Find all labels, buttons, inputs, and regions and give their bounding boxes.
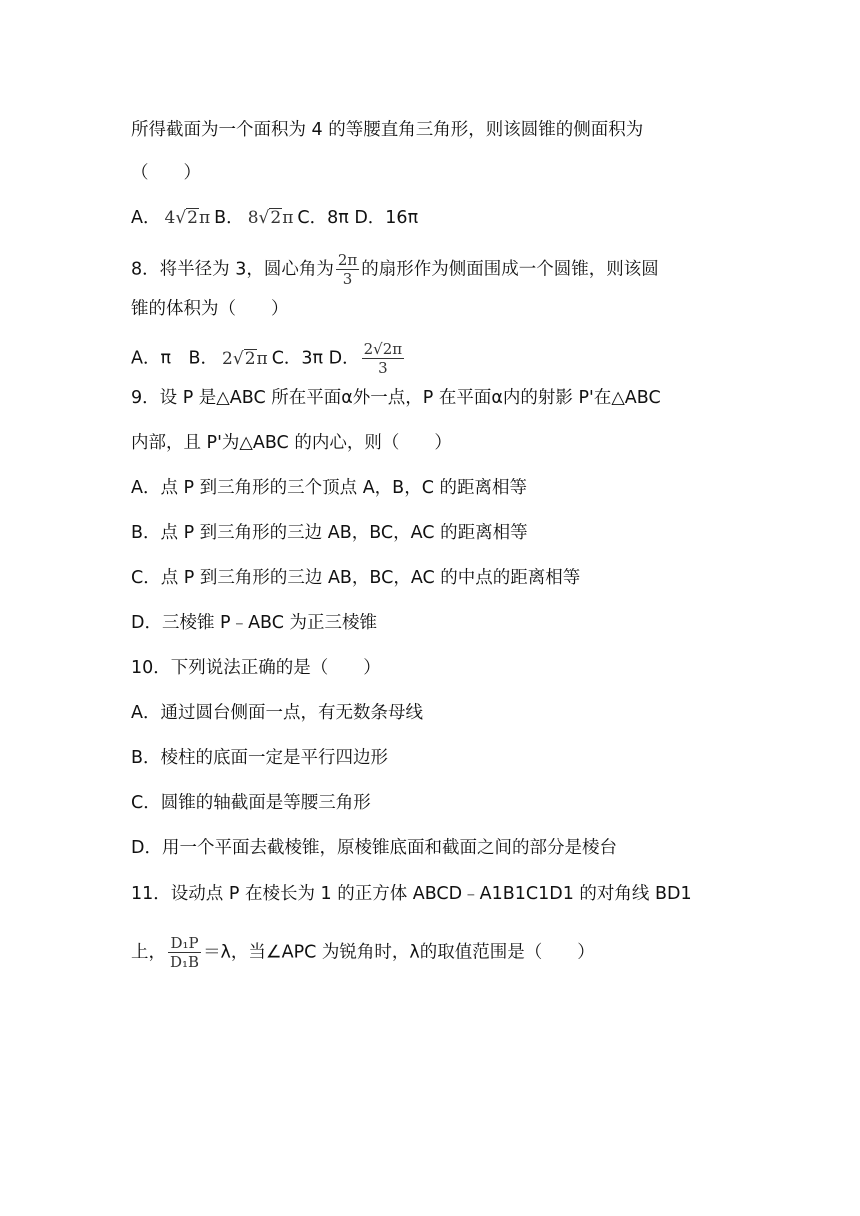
option-text: B．棱柱的底面一定是平行四边形 [131,748,389,768]
q9-line-1 [131,386,661,410]
q11-line-1 [131,882,692,906]
q9-option-d [131,611,377,635]
q10-option-d [131,836,617,860]
fraction-numerator: D₁P [170,934,199,952]
option-text: C．圆锥的轴截面是等腰三角形 [131,793,371,813]
q8-text-end: 的扇形作为侧面围成一个圆锥，则该圆 [361,259,659,280]
q8-line-2 [131,297,289,321]
q7-paren: （ ） [131,163,201,183]
q9-option-b [131,521,528,545]
q11-text-start: 上， [131,942,166,963]
q11-text-end: ＝λ，当∠APC 为锐角时，λ的取值范围是（ ） [203,942,595,963]
q9-option-a [131,476,527,500]
q7-option-cd: C．8π D．16π [297,208,419,228]
q8-option-b-formula: 2√2π [222,348,268,369]
fraction-denominator: 3 [378,359,388,377]
q8-option-d-fraction [362,341,405,376]
q8-option-cd-label: C．3π D． [271,348,360,369]
option-text: B．点 P 到三角形的三边 AB，BC，AC 的距离相等 [131,523,528,543]
q9-option-c [131,566,580,590]
q7-option-a-formula: 4√2π [164,208,211,228]
q7-options [131,206,418,230]
q7-answer-paren [131,161,201,185]
q10-option-a [131,701,423,725]
q8-option-ab-label: A．π B． [131,348,219,369]
q10-line [131,656,381,680]
q11-text-1: 11．设动点 P 在棱长为 1 的正方体 ABCD﹣A1B1C1D1 的对角线 BD1 [131,884,692,904]
q7-text: 所得截面为一个面积为 4 的等腰直角三角形，则该圆锥的侧面积为 [131,120,644,140]
option-text: C．点 P 到三角形的三边 AB，BC，AC 的中点的距离相等 [131,568,581,588]
fraction-numerator: 2√2π [363,340,403,358]
q8-text-start: 8．将半径为 3，圆心角为 [131,259,334,280]
q7-option-a-label: A． [131,208,161,228]
q10-text: 10．下列说法正确的是（ ） [131,658,381,678]
q11-line-2 [131,935,595,970]
q7-option-b-label: B． [214,208,244,228]
q9-text-2: 内部，且 P'为△ABC 的内心，则（ ） [131,433,452,453]
option-text: D．三棱锥 P﹣ABC 为正三棱锥 [131,613,378,633]
fraction-denominator: D₁B [170,953,200,971]
q10-option-c [131,791,371,815]
option-text: D．用一个平面去截棱锥，原棱锥底面和截面之间的部分是棱台 [131,838,617,858]
q8-line-1 [131,252,659,287]
q8-text-2: 锥的体积为（ ） [131,299,289,319]
q9-line-2 [131,431,452,455]
option-text: A．通过圆台侧面一点，有无数条母线 [131,703,423,723]
option-text: A．点 P 到三角形的三个顶点 A，B，C 的距离相等 [131,478,527,498]
fraction-denominator: 3 [342,270,353,288]
fraction-numerator: 2π [337,251,358,269]
q8-options [131,341,406,376]
q11-ratio-fraction [168,935,201,970]
q9-text-1: 9．设 P 是△ABC 所在平面α外一点，P 在平面α内的射影 P'在△ABC [131,388,661,408]
q10-option-b [131,746,388,770]
q7-option-b-formula: 8√2π [247,208,294,228]
q7-continuation-line [131,118,643,142]
q8-angle-fraction [336,252,359,287]
